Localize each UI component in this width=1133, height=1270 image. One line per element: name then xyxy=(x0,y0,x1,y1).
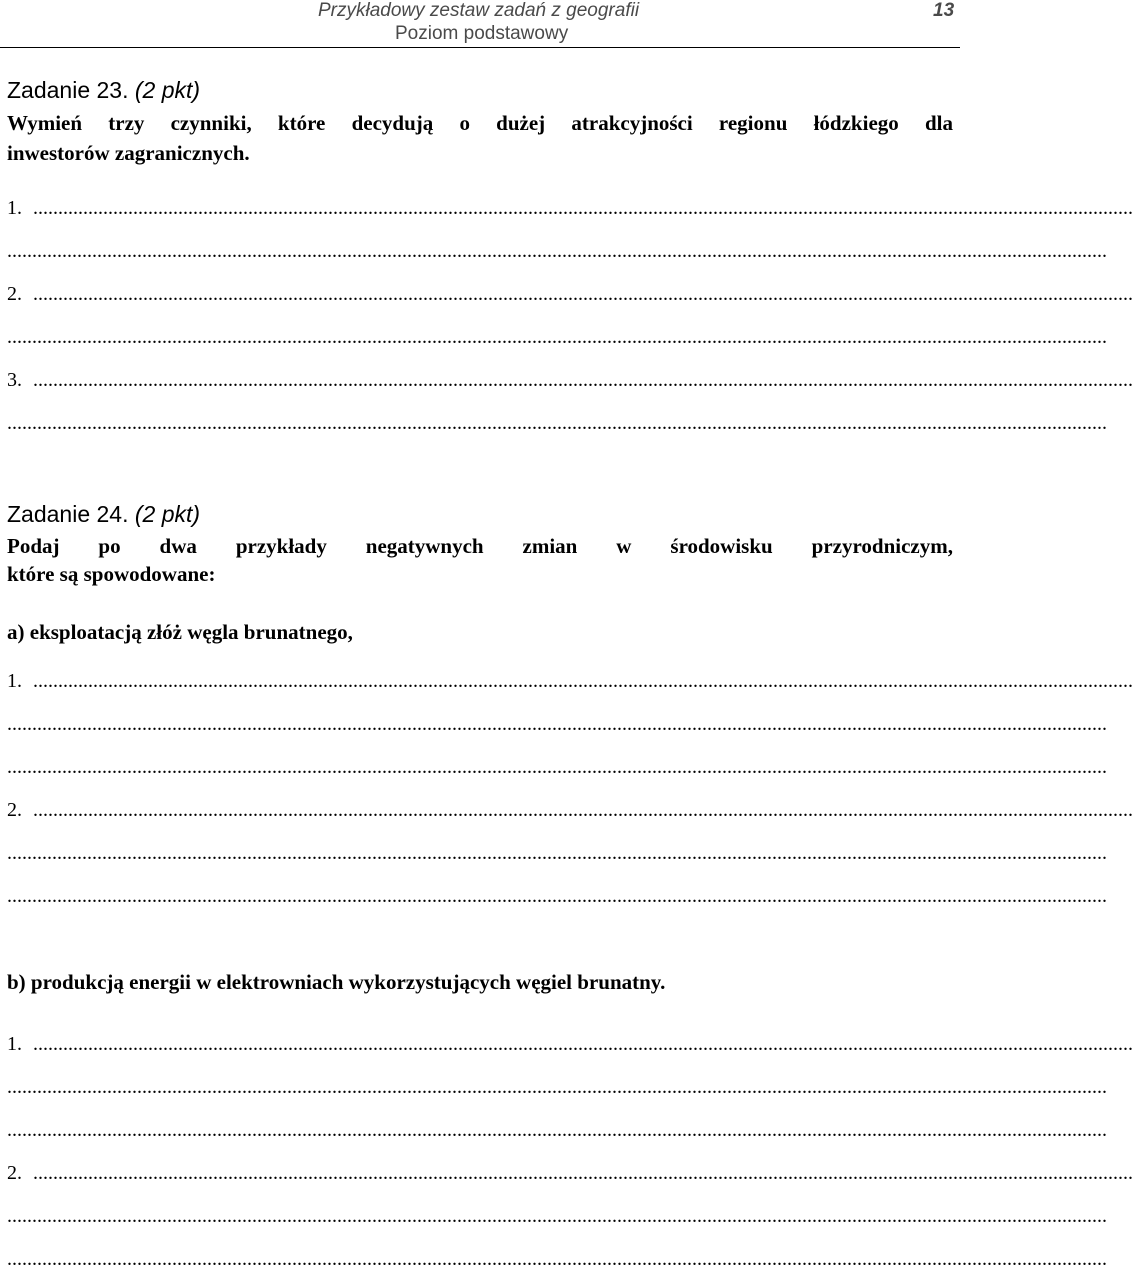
task-23-instruction-line2: inwestorów zagranicznych. xyxy=(7,141,250,165)
answer-line-dots: ............................................................................................................................................................................................................................ xyxy=(33,799,1133,821)
task-23-points: (2 pkt) xyxy=(134,77,201,103)
answer-line-dots: ............................................................................................................................................................................................................................ xyxy=(7,240,1107,262)
answer-line-number: 2. xyxy=(7,799,22,821)
answer-line[interactable] xyxy=(7,412,1107,434)
answer-line-dots: ............................................................................................................................................................................................................................ xyxy=(7,842,1107,864)
answer-line[interactable] xyxy=(7,799,1133,821)
task-23-label: Zadanie 23. xyxy=(7,77,129,103)
answer-line-dots: ............................................................................................................................................................................................................................ xyxy=(33,197,1133,219)
task-23-title xyxy=(7,77,200,103)
task-24-part-a-label: a) eksploatacją złóż węgla brunatnego, xyxy=(7,620,353,644)
task-24-title xyxy=(7,501,200,527)
answer-line-number: 1. xyxy=(7,1033,22,1055)
answer-line[interactable] xyxy=(7,1076,1107,1098)
answer-line-dots: ............................................................................................................................................................................................................................ xyxy=(33,670,1133,692)
answer-line[interactable] xyxy=(7,670,1133,692)
document-header-level: Poziom podstawowy xyxy=(395,23,569,44)
task-24-label: Zadanie 24. xyxy=(7,501,129,527)
answer-line-dots: ............................................................................................................................................................................................................................ xyxy=(7,1119,1107,1141)
answer-line[interactable] xyxy=(7,369,1133,391)
answer-line[interactable] xyxy=(7,1205,1107,1227)
answer-line-dots: ............................................................................................................................................................................................................................ xyxy=(7,1205,1107,1227)
answer-line-dots: ............................................................................................................................................................................................................................ xyxy=(33,369,1133,391)
answer-line-dots: ............................................................................................................................................................................................................................ xyxy=(7,756,1107,778)
answer-line-dots: ............................................................................................................................................................................................................................ xyxy=(33,283,1133,305)
page-number: 13 xyxy=(933,0,955,21)
answer-line-number: 2. xyxy=(7,283,22,305)
answer-line-number: 2. xyxy=(7,1162,22,1184)
task-23-instruction-line1: Wymień trzy czynniki, które decydują o dużej atrakcyjności regionu łódzkiego dla xyxy=(7,111,953,135)
answer-line-number: 1. xyxy=(7,670,22,692)
answer-line[interactable] xyxy=(7,1162,1133,1184)
answer-line[interactable] xyxy=(7,197,1133,219)
answer-line[interactable] xyxy=(7,1248,1107,1270)
answer-line[interactable] xyxy=(7,713,1107,735)
answer-line-number: 3. xyxy=(7,369,22,391)
answer-line[interactable] xyxy=(7,283,1133,305)
answer-line[interactable] xyxy=(7,240,1107,262)
answer-line[interactable] xyxy=(7,1033,1133,1055)
answer-line-dots: ............................................................................................................................................................................................................................ xyxy=(7,412,1107,434)
answer-line[interactable] xyxy=(7,756,1107,778)
document-header-title: Przykładowy zestaw zadań z geografii xyxy=(318,0,640,21)
answer-line-dots: ............................................................................................................................................................................................................................ xyxy=(7,885,1107,907)
task-24-instruction-line2: które są spowodowane: xyxy=(7,562,216,586)
header-rule xyxy=(0,47,960,48)
answer-line-dots: ............................................................................................................................................................................................................................ xyxy=(33,1162,1133,1184)
answer-line[interactable] xyxy=(7,326,1107,348)
answer-line-dots: ............................................................................................................................................................................................................................ xyxy=(33,1033,1133,1055)
task-24-points: (2 pkt) xyxy=(134,501,201,527)
answer-line[interactable] xyxy=(7,885,1107,907)
task-24-instruction-line1: Podaj po dwa przykłady negatywnych zmian w środowisku przyrodniczym, xyxy=(7,534,953,558)
task-24-part-b-label: b) produkcją energii w elektrowniach wykorzystujących węgiel brunatny. xyxy=(7,970,666,994)
answer-line[interactable] xyxy=(7,842,1107,864)
answer-line-dots: ............................................................................................................................................................................................................................ xyxy=(7,326,1107,348)
answer-line[interactable] xyxy=(7,1119,1107,1141)
answer-line-dots: ............................................................................................................................................................................................................................ xyxy=(7,1076,1107,1098)
answer-line-dots: ............................................................................................................................................................................................................................ xyxy=(7,713,1107,735)
answer-line-dots: ............................................................................................................................................................................................................................ xyxy=(7,1248,1107,1270)
answer-line-number: 1. xyxy=(7,197,22,219)
